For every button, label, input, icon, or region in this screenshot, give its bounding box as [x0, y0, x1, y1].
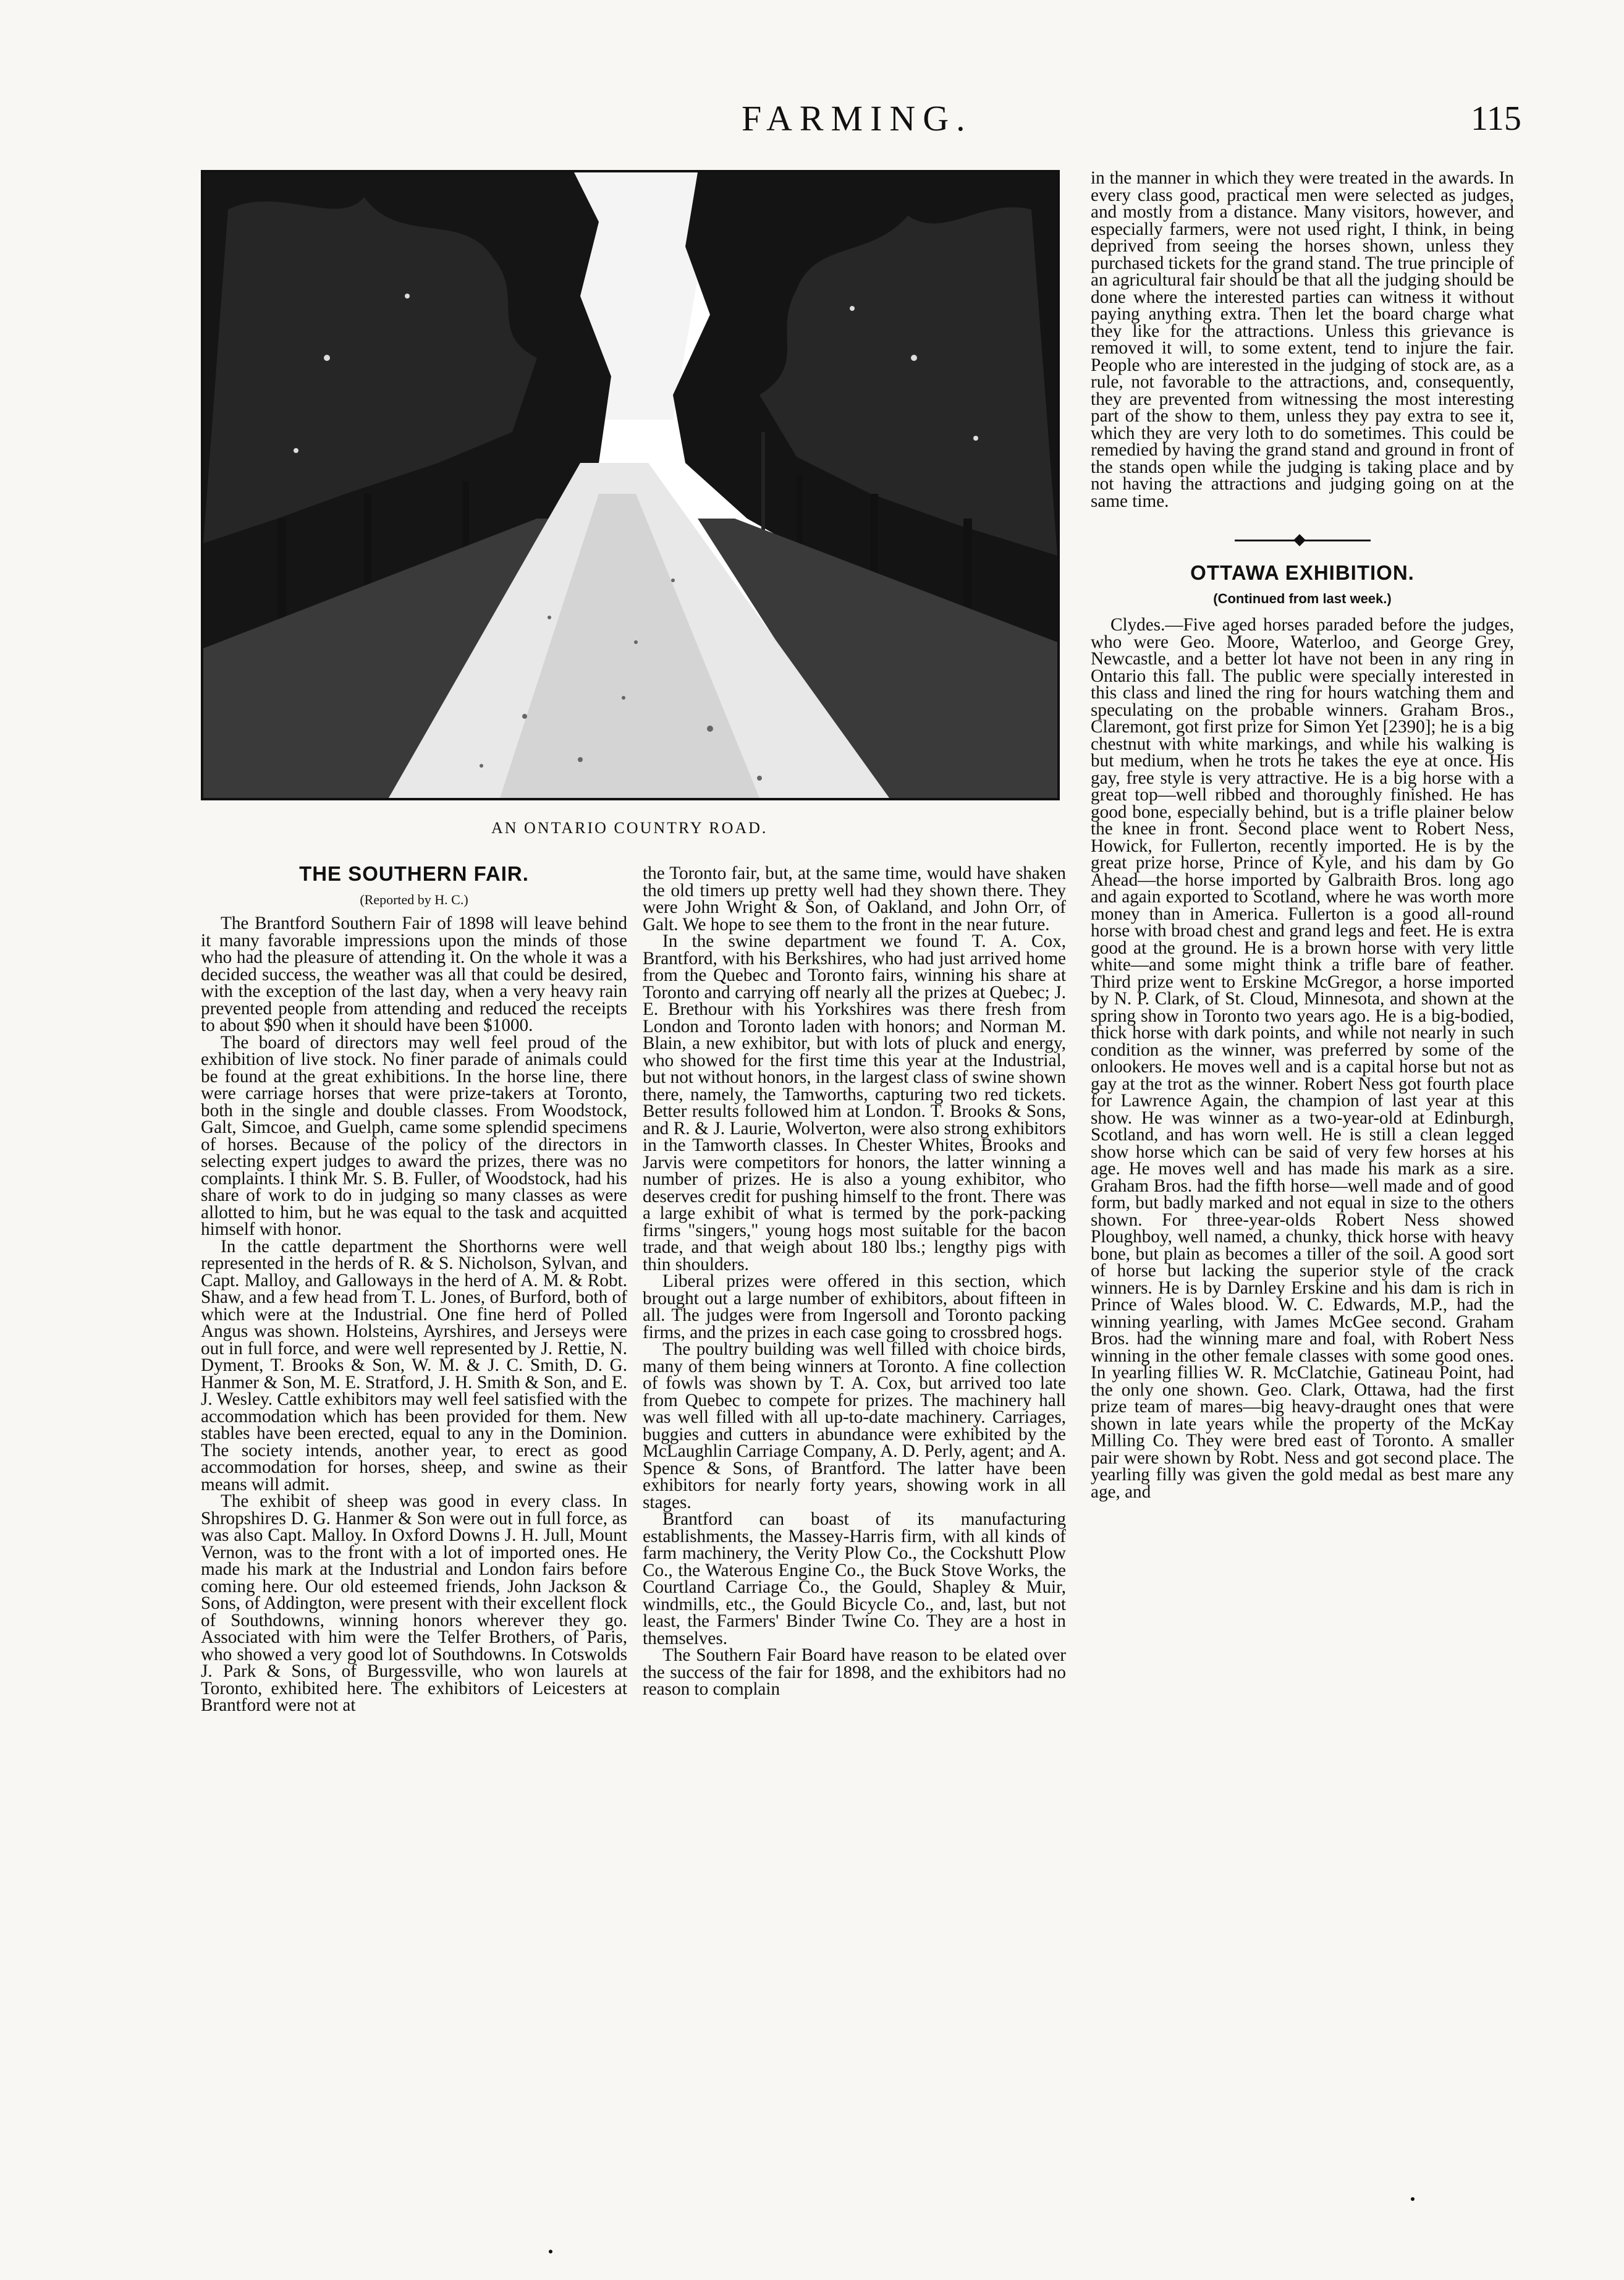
article-byline: (Reported by H. C.): [360, 891, 468, 907]
article-title: OTTAWA EXHIBITION.: [1190, 561, 1415, 584]
paragraph: In the cattle department the Shorthorns were well represented in the herds of R. & S. Nicholson, Sylvan, and Capt. Malloy, and Galloways in the herd of A. M. & Robt. Shaw, and a few head from T. L. Jones, of Burford, both of which were at the Industrial. One fine herd of Polled Angus was shown. Holsteins, Ayrshires, and Jerseys were out in full force, and were well represented by J. Rettie, N. Dyment, T. Brooks & Son, W. M. & J. C. Smith, D. G. Hanmer & Son, M. E. Stratford, J. H. Smith & Son, and E. J. Wesley. Cattle exhibitors may well feel satisfied with the accommodation which has been provided for them. New stables have been erected, equal to any in the Dominion. The society intends, another year, to erect as good accommodation for horses, sheep, and swine as their means will admit.: [201, 1236, 627, 1494]
photo-caption: AN ONTARIO COUNTRY ROAD.: [491, 819, 768, 837]
column-left: [201, 865, 627, 2163]
paragraph: The board of directors may well feel proud of the exhibition of live stock. No finer parade of animals could be found at the great exhibitions. In the horse line, there were carriage horses that were prize-takers at Toronto, both in the single and double classes. From Woodstock, Galt, Simcoe, and Guelph, came some splendid specimens of horses. Because of the policy of the directors in selecting expert judges to award the prizes, there was no complaints. I think Mr. S. B. Fuller, of Woodstock, had his share of work to do in judging so many classes as were allotted to him, but he was equal to the task and acquitted himself with honor.: [201, 1032, 627, 1239]
country-road-photo: [201, 170, 1060, 800]
running-head-title: FARMING.: [742, 98, 973, 138]
paragraph: The exhibit of sheep was good in every class. In Shropshires D. G. Hanmer & Son were out in full force, as was also Capt. Malloy. In Oxford Downs J. H. Jull, Mount Vernon, was to the front with a lot of imported ones. He made his mark at the Industrial and London fairs before coming here. Our old esteemed friends, John Jackson & Sons, of Addington, were present with their excellent flock of Southdowns, winning honors wherever they go. Associated with him were the Telfer Brothers, of Paris, who showed a very good lot of Southdowns. In Cotswolds J. Park & Sons, of Burgessville, who won laurels at Toronto, exhibited here. The exhibitors of Leicesters at Brantford were not at: [201, 1491, 627, 1715]
continued-note: (Continued from last week.): [1213, 590, 1392, 606]
diamond-ornament-icon: [1293, 534, 1306, 546]
paragraph: In the swine department we found T. A. Cox, Brantford, with his Berkshires, who had just arrived home from the Quebec and Toronto fairs, winning his share at Toronto and carrying off nearly all the prizes at Quebec; J. E. Brethour with his Yorkshires was there fresh from London and Toronto laden with honors; and Norman M. Blain, a new exhibitor, but with lots of pluck and energy, who showed for the first time this year at the Industrial, but not without honors, in the largest class of swine shown there, namely, the Tamworths, capturing two red tickets. Better results followed him at London. T. Brooks & Sons, and R. & J. Laurie, Wolverton, were also strong exhibitors in the Tamworth classes. In Chester Whites, Brooks and Jarvis were competitors for honors, the latter winning a number of prizes. He is also a young exhibitor, who deserves credit for pushing himself to the front. There was a large exhibit of what is termed by the pork-packing firms "singers," young hogs most suitable for the bacon trade, and that weigh about 180 lbs.; lengthy pigs with thin shoulders.: [643, 931, 1066, 1274]
paragraph-continued: the Toronto fair, but, at the same time, would have shaken the old timers up pretty well had they shown there. They were John Wright & Son, of Oakland, and John Orr, of Galt. We hope to see them to the front in the near future.: [643, 865, 1066, 934]
paragraph: Clydes.—Five aged horses paraded before the judges, who were Geo. Moore, Waterloo, and George Grey, Newcastle, and a better lot have not been in any ring in Ontario this fall. The public were specially interested in this class and lined the ring for hours watching them and speculating on the probable winners. Graham Bros., Claremont, got first prize for Simon Yet [2390]; he is a big chestnut with white markings, and while his walking is but medium, when he trots he takes the eye at once. His gay, free style is very attractive. He is a big horse with a great top—well ribbed and thoroughly finished. He has good bone, especially behind, but is a trifle plainer below the knee in front. Second place went to Robert Ness, Howick, for Fullerton, recently imported. He is by the great prize horse, Prince of Kyle, and his dam by Go Ahead—the horse imported by Galbraith Bros. long ago and again exported to Scotland, where he was worth more money than in America. Fullerton is a good all-round horse with broad chest and grand legs and feet. He is extra good at the ground. He is a brown horse with very little white—and some might think a trifle bare of feather. Third prize went to Erskine McGregor, a horse imported by N. P. Clark, of St. Cloud, Minnesota, and shown at the spring show in Toronto two years ago. He is a big-bodied, thick horse with dark points, and while not nearly in such condition as the winner, was preferred by some of the onlookers. He moves well and is a capital horse but not as gay at the trot as the winner. Robert Ness got fourth place for Lawrence Again, the champion of last year at this show. He was winner as a two-year-old at Edinburgh, Scotland, and has worn well. He is still a clean legged show horse which can be said of very few horses at his age. He moves well and has made his mark as a sire. Graham Bros. had the fifth horse—well made and of good form, but badly marked and not equal in size to the others shown. For three-year-olds Robert Ness showed Ploughboy, well named, a chunky, thick horse with heavy bone, but plain as becomes a tiller of the soil. A good sort of horse but lacking the superior style of the crack winners. He is by Darnley Erskine and his dam is rich in Prince of Wales blood. W. C. Edwards, M.P., had the winning yearling, with James McGee second. Graham Bros. had the winning mare and foal, with Robert Ness winning in the other female classes with some good ones. In yearling fillies W. R. McClatchie, Gatineau Point, had the only one shown. Geo. Clark, Ottawa, had the first prize team of mares—big heavy-draught ones that were shown in late years while the property of the McKay Milling Co. They were bred east of Toronto. A smaller pair were shown by Robt. Ness and got second place. The yearling filly was given the gold medal as best mare any age, and: [1091, 615, 1514, 1502]
column-right: [1091, 170, 1514, 2166]
paragraph: The Southern Fair Board have reason to be elated over the success of the fair for 1898, and the exhibitors had no reason to complain: [643, 1645, 1066, 1699]
page-number: 115: [1471, 100, 1521, 138]
paragraph: Liberal prizes were offered in this section, which brought out a large number of exhibitors, about fifteen in all. The judges were from Ingersoll and Toronto packing firms, and the prizes in each case going to crossbred hogs.: [643, 1271, 1066, 1342]
article-title: THE SOUTHERN FAIR.: [299, 865, 529, 885]
column-middle: [643, 865, 1066, 2163]
print-speck: [549, 2250, 552, 2253]
paragraph-continued: in the manner in which they were treated in the awards. In every class good, practical men were selected as judges, and mostly from a distance. Many visitors, however, and especially farmers, were not used right, I think, in being deprived from seeing the horses shown, unless they purchased tickets for the grand stand. The true principle of an agricultural fair should be that all the judging should be done where the interested parties can witness it without paying anything extra. Then let the board charge what they like for the attractions. Unless this grievance is removed it will, to some extent, tend to injure the fair. People who are interested in the judging of stock are, as a rule, not favorable to the attractions, and, consequently, they are prevented from witnessing the most interesting part of the show to them, unless they pay extra to see it, which they are very loth to do sometimes. This could be remedied by having the grand stand and ground in front of the stands open while the judging is taking place and by not having the attractions and judging going on at the same time.: [1091, 170, 1514, 511]
print-speck: [1411, 2197, 1415, 2201]
road-illustration: [203, 172, 1057, 798]
paragraph: The Brantford Southern Fair of 1898 will leave behind it many favorable impressions upon the minds of those who had the pleasure of attending it. On the whole it was a decided success, the weather was all that could be desired, with the exception of the last day, when a very heavy rain prevented people from attending and reduced the receipts to about $90 when it should have been $1000.: [201, 913, 627, 1035]
section-separator: [1235, 535, 1371, 546]
paragraph: The poultry building was well filled with choice birds, many of them being winners at Toronto. A fine collection of fowls was shown by T. A. Cox, but arrived too late from Quebec to compete for prizes. The machinery hall was well filled with all up-to-date machinery. Carriages, buggies and cutters in abundance were exhibited by the McLaughlin Carriage Company, A. D. Perly, agent; and A. Spence & Sons, of Brantford. The latter have been exhibitors for nearly forty years, showing work in all stages.: [643, 1339, 1066, 1512]
paragraph: Brantford can boast of its manufacturing establishments, the Massey-Harris firm, with all kinds of farm machinery, the Verity Plow Co., the Cockshutt Plow Co., the Waterous Engine Co., the Buck Stove Works, the Courtland Carriage Co., the Gould, Shapley & Muir, windmills, etc., the Gould Bicycle Co., and, last, but not least, the Farmers' Binder Twine Co. They are a host in themselves.: [643, 1509, 1066, 1648]
